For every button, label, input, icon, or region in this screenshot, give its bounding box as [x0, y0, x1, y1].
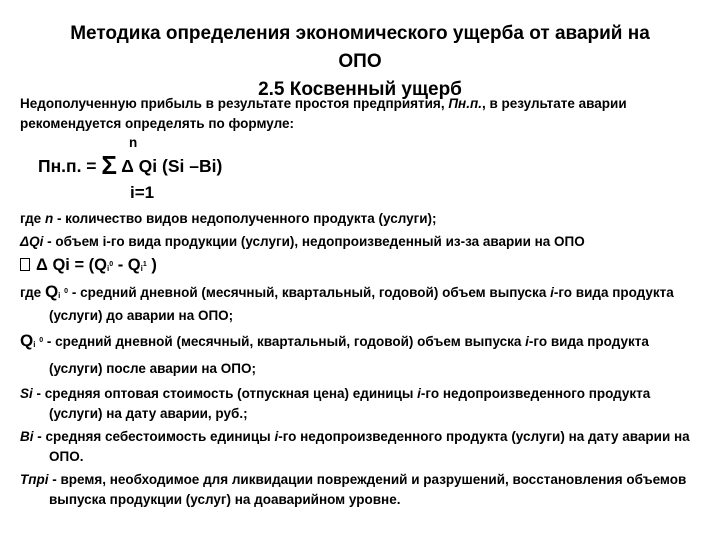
var-q-after-sub: i [33, 340, 36, 349]
slide-body [20, 94, 690, 510]
def-q-after [20, 329, 690, 381]
formula-upper-limit: n [129, 135, 138, 150]
var-tpr: Tпрi [20, 472, 49, 487]
formula [20, 150, 690, 181]
slide-title [20, 20, 700, 104]
var-q-before-sub: i [58, 291, 61, 300]
delta-q-equation [20, 254, 690, 280]
var-bi: Bi [20, 429, 34, 444]
def-tpr-text: - время, необходимое для ликвидации повреждений и разрушений, восстановления объемов выпуска продукции (услуг) на доаварийном уровне. [48, 472, 687, 507]
var-i: i [550, 285, 554, 300]
delta-eq-mid: - Q [113, 256, 141, 274]
def-si-text-1: - средняя оптовая стоимость (отпускная цена) единицы [32, 386, 418, 401]
delta-eq-sub-1: i [107, 264, 110, 273]
formula-lower-limit: i=1 [130, 183, 155, 202]
var-q-before-sup: 0 [64, 288, 69, 295]
def-delta-q-text: - объем i-го вида продукции (услуги), недопроизведенный из-за аварии на ОПО [43, 234, 585, 249]
def-q-after-text-1: - средний дневной (месячный, квартальный, годовой) объем выпуска [43, 334, 526, 349]
def-tpr [20, 470, 690, 510]
var-delta-qi: ΔQi [20, 234, 44, 249]
var-i: i [525, 334, 529, 349]
def-si [20, 384, 690, 424]
def-q-before [20, 282, 690, 326]
def-si-text-2: -го недопроизведенного продукта (услуги) на дату аварии, руб.; [49, 386, 651, 421]
var-i: i [274, 429, 279, 444]
delta-eq-lhs: Δ Qi = (Q [36, 256, 107, 274]
title-line-2: ОПО [338, 51, 382, 72]
def-n-prefix: где [20, 211, 45, 226]
def-q-before-prefix: где [20, 285, 45, 300]
formula-lhs: Пн.п. = [38, 156, 102, 176]
intro-term: Пн.п. [448, 96, 482, 111]
def-bi [20, 427, 690, 467]
def-n-text: - количество видов недополученного продукта (услуги); [53, 211, 437, 226]
delta-eq-end: ) [146, 256, 157, 274]
intro-text-2: , в результате аварии рекомендуется определять по формуле: [20, 96, 627, 131]
def-n [20, 209, 690, 229]
var-si: Si [20, 386, 33, 401]
intro-text-1: Недополученную прибыль в результате простоя предприятия, [20, 96, 449, 111]
def-bi-text-1: - средняя себестоимость единицы [33, 429, 275, 444]
def-q-before-text-1: - средний дневной (месячный, квартальный, годовой) объем выпуска [68, 285, 551, 300]
missing-glyph-icon [20, 258, 30, 271]
delta-eq-sup-1: 0 [109, 261, 114, 268]
intro-paragraph [20, 94, 690, 134]
title-line-1: Методика определения экономического ущерба от аварий на [70, 23, 650, 44]
var-q-before: Q [44, 282, 59, 301]
def-q-after-text-2: -го вида продукта (услуги) после аварии на ОПО; [49, 334, 649, 376]
def-q-before-text-2: -го вида продукта (услуги) до аварии на ОПО; [49, 285, 674, 323]
sigma-symbol: Σ [101, 150, 117, 180]
delta-eq-sub-2: i [140, 264, 143, 273]
formula-rhs: Δ Qi (Si –Bi) [117, 156, 223, 176]
def-delta-q [20, 232, 690, 252]
var-i: i [417, 386, 421, 401]
var-n: n [44, 211, 54, 226]
var-q-after-sup: 0 [39, 337, 44, 344]
var-q-after: Q [20, 331, 34, 350]
def-bi-text-2: -го недопроизведенного продукта (услуги) на дату аварии на ОПО. [49, 429, 690, 464]
title-line-3: 2.5 Косвенный ущерб [258, 79, 462, 100]
delta-eq-sup-2: 1 [142, 261, 147, 268]
